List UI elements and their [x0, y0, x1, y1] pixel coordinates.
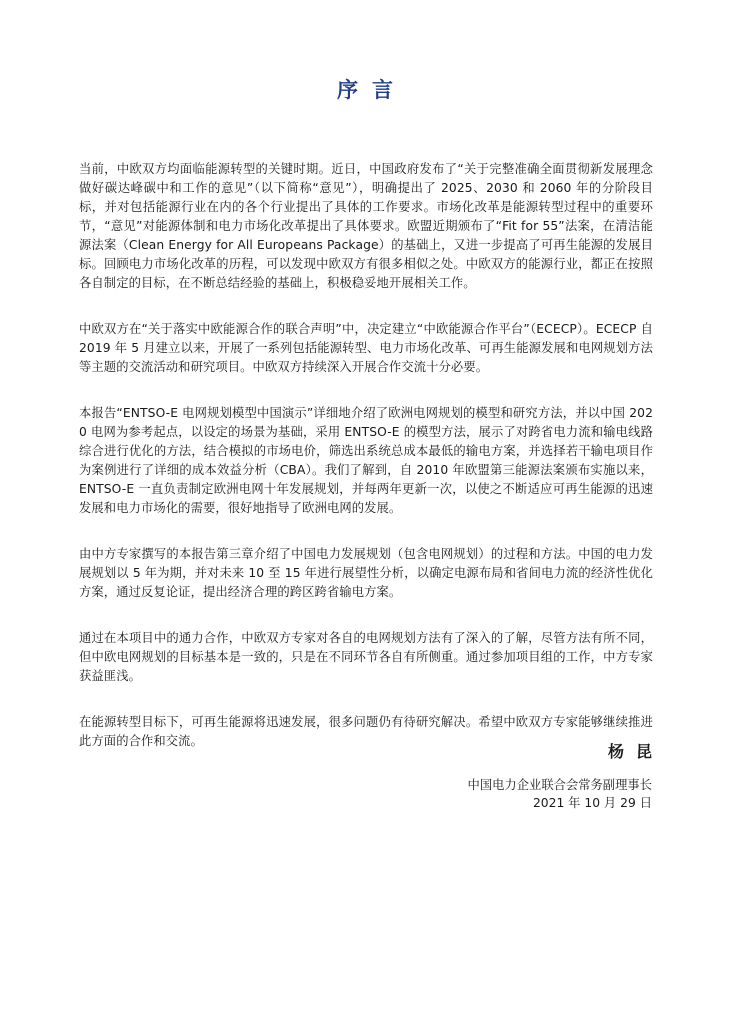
signature-name: 杨昆	[607, 742, 664, 761]
document-body	[79, 160, 653, 778]
paragraph-2: 中欧双方在“关于落实中欧能源合作的联合声明”中，决定建立“中欧能源合作平台”（ECECP）。ECECP 自 2019 年 5 月建立以来，开展了一系列包括能源转型、电力市场化改革、可再生能源发展和电网规划方法等主题的交流活动和研究项目。中欧双方持续深入开展合作交流十分必要。	[79, 322, 653, 374]
signature-position: 中国电力企业联合会常务副理事长	[467, 778, 652, 792]
paragraph-4: 由中方专家撰写的本报告第三章介绍了中国电力发展规划（包含电网规划）的过程和方法。中国的电力发展规划以 5 年为期，并对未来 10 至 15 年进行展望性分析，以确定电源布局和省间电力流的经济性优化方案，通过反复论证，提出经济合理的跨区跨省输电方案。	[79, 547, 653, 599]
page-title: 序言	[337, 78, 407, 102]
paragraph-6: 在能源转型目标下，可再生能源将迅速发展，很多问题仍有待研究解决。希望中欧双方专家能够继续推进此方面的合作和交流。	[79, 715, 653, 748]
paragraph-5: 通过在本项目中的通力合作，中欧双方专家对各自的电网规划方法有了深入的了解，尽管方法有所不同，但中欧电网规划的目标基本是一致的，只是在不同环节各自有所侧重。通过参加项目组的工作，中方专家获益匪浅。	[79, 631, 653, 683]
paragraph-3: 本报告“ENTSO-E 电网规划模型中国演示”详细地介绍了欧洲电网规划的模型和研究方法，并以中国 2020 电网为参考起点，以设定的场景为基础，采用 ENTSO-E 的模型方法，展示了对跨省电力流和输电线路综合进行优化的方法，结合模拟的市场电价，筛选出系统总成本最低的输电方案，并选择若干输电项目作为案例进行了详细的成本效益分析（CBA）。我们了解到，自 2010 年欧盟第三能源法案颁布实施以来，ENTSO-E 一直负责制定欧洲电网十年发展规划，并每两年更新一次，以使之不断适应可再生能源的迅速发展和电力市场化的需要，很好地指导了欧洲电网的发展。	[79, 406, 653, 515]
signature-block	[252, 738, 664, 812]
paragraph-1: 当前，中欧双方均面临能源转型的关键时期。近日，中国政府发布了“关于完整准确全面贯彻新发展理念做好碳达峰碳中和工作的意见”（以下简称“意见”），明确提出了 2025、2030 和 2060 年的分阶段目标，并对包括能源行业在内的各个行业提出了具体的工作要求。市场化改革是能源转型过程中的重要环节，“意见”对能源体制和电力市场化改革提出了具体要求。欧盟近期颁布了“Fit for 55”法案，在清洁能源法案（Clean Energy for All Europeans Package）的基础上，又进一步提高了可再生能源的发展目标。回顾电力市场化改革的历程，可以发现中欧双方有很多相似之处。中欧双方的能源行业，都正在按照各自制定的目标，在不断总结经验的基础上，积极稳妥地开展相关工作。	[79, 162, 653, 290]
signature-date: 2021 年 10 月 29 日	[532, 796, 652, 810]
